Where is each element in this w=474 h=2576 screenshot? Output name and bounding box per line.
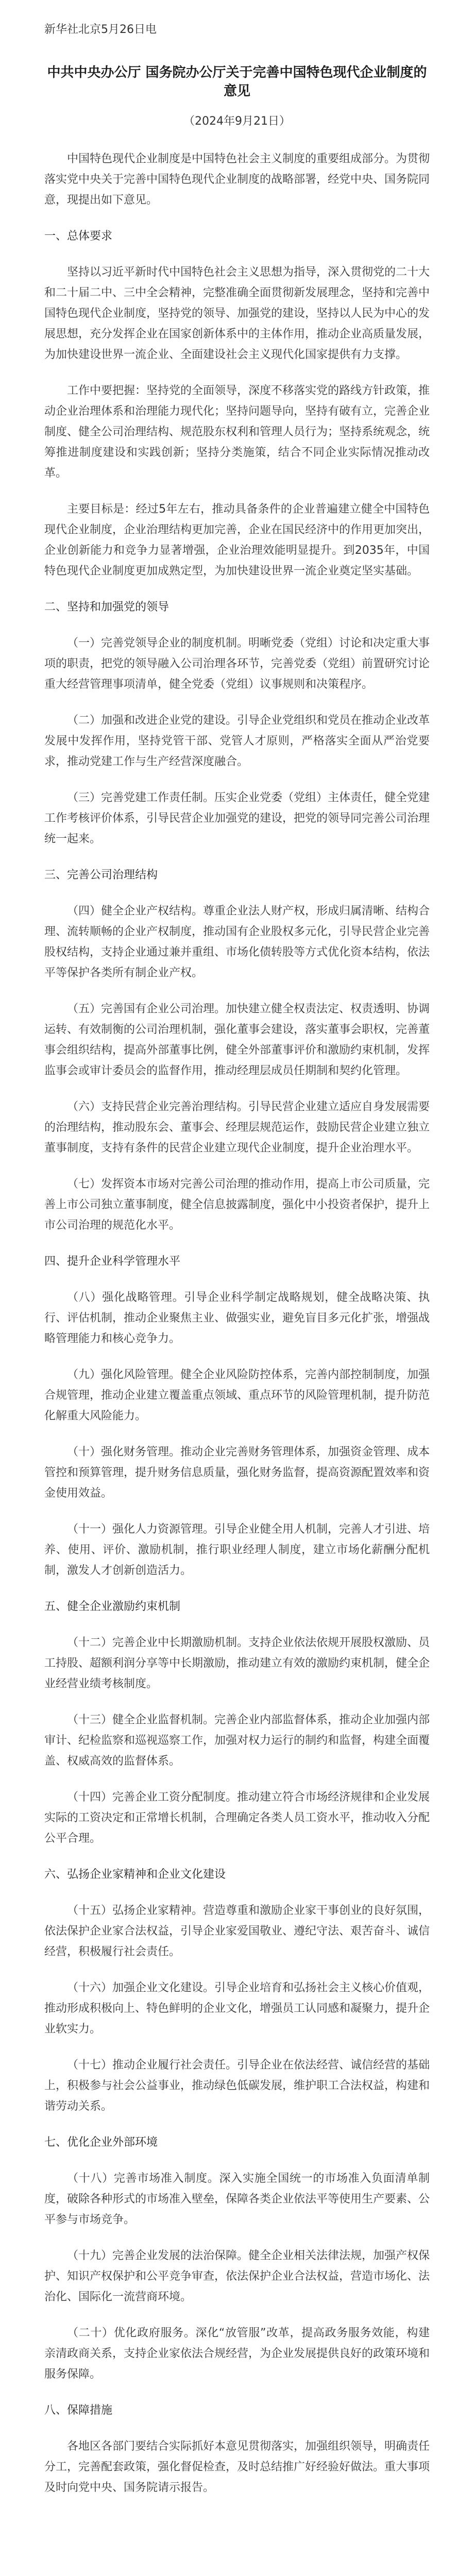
- document-date: （2024年9月21日）: [183, 114, 291, 128]
- section-6: [44, 1865, 430, 2117]
- section-paragraph: （七）发挥资本市场对完善公司治理的推动作用，提高上市公司质量，完善上市公司独立董事制度，健全信息披露制度，强化中小投资者保护，提升上市公司治理的规范化水平。: [44, 1177, 430, 1232]
- section-paragraph: （四）健全企业产权结构。尊重企业法人财产权，形成归属清晰、结构合理、流转顺畅的企业产权制度，推动国有企业股权多元化，引导民营企业完善股权结构，支持企业通过兼并重组、市场化债转股等方式优化资本结构，依法平等保护各类所有制企业产权。: [44, 904, 430, 979]
- section-paragraph: （二十）优化政府服务。深化“放管服”改革，提高政务服务效能，构建亲清政商关系，支持企业家依法合规经营，为企业发展提供良好的政策环境和服务保障。: [44, 2326, 430, 2381]
- section-paragraph: （五）完善国有企业公司治理。加快建立健全权责法定、权责透明、协调运转、有效制衡的公司治理机制，强化董事会建设，落实董事会职权，完善董事会组织结构，提高外部董事比例，健全外部董事评价和激励约束机制，发挥监事会或审计委员会的监督作用，推动经理层成员任期制和契约化管理。: [44, 1002, 430, 1077]
- section-paragraph: （十七）推动企业履行社会责任。引导企业在依法经营、诚信经营的基础上，积极参与社会公益事业，推动绿色低碳发展，维护职工合法权益，构建和谐劳动关系。: [44, 2058, 430, 2113]
- section-paragraph: 坚持以习近平新时代中国特色社会主义思想为指导，深入贯彻党的二十大和二十届二中、三中全会精神，完整准确全面贯彻新发展理念，坚持和完善中国特色现代企业制度，坚持党的领导、加强党的建设，坚持以人民为中心的发展思想，充分发挥企业在国家创新体系中的主体作用，推动企业高质量发展，为加快建设世界一流企业、全面建设社会主义现代化国家提供有力支撑。: [44, 265, 430, 361]
- section-paragraph: （十五）弘扬企业家精神。营造尊重和激励企业家干事创业的良好氛围，依法保护企业家合法权益，引导企业家爱国敬业、遵纪守法、艰苦奋斗、诚信经营，积极履行社会责任。: [44, 1904, 430, 1958]
- section-8: [44, 2400, 430, 2498]
- section-3: [44, 865, 430, 1236]
- dateline: 新华社北京5月26日电: [44, 23, 157, 36]
- section-paragraph: （八）强化战略管理。引导企业科学制定战略规划，健全战略决策、执行、评估机制，推动企业聚焦主业、做强实业，避免盲目多元化扩张，增强战略管理能力和核心竞争力。: [44, 1291, 430, 1345]
- section-paragraph: （十二）完善企业中长期激励机制。支持企业依法依规开展股权激励、员工持股、超额利润分享等中长期激励，推动建立有效的激励约束机制，健全企业经营业绩考核制度。: [44, 1636, 430, 1690]
- section-7: [44, 2132, 430, 2385]
- section-paragraph: （十四）完善企业工资分配制度。推动建立符合市场经济规律和企业发展实际的工资决定和正常增长机制，合理确定各类人员工资水平，推动收入分配公平合理。: [44, 1790, 430, 1845]
- section-paragraph: （十三）健全企业监督机制。完善企业内部监督体系，推动企业加强内部审计、纪检监察和巡视巡察工作，加强对权力运行的制约和监督，构建全面覆盖、权威高效的监督体系。: [44, 1713, 430, 1768]
- section-paragraph: （十一）强化人力资源管理。引导企业健全用人机制，完善人才引进、培养、使用、评价、激励机制，推行职业经理人制度，建立市场化薪酬分配机制，激发人才创新创造活力。: [44, 1522, 430, 1577]
- section-1: [44, 226, 430, 582]
- section-heading: 二、坚持和加强党的领导: [44, 600, 170, 614]
- section-paragraph: （九）强化风险管理。健全企业风险防控体系，完善内部控制制度，加强合规管理，推动企业建立覆盖重点领域、重点环节的风险管理机制，提升防范化解重大风险能力。: [44, 1368, 430, 1422]
- section-4: [44, 1251, 430, 1581]
- section-paragraph: 主要目标是：经过5年左右，推动具备条件的企业普遍建立健全中国特色现代企业制度，企业治理结构更加完善，企业在国民经济中的作用更加突出，企业创新能力和竞争力显著增强，企业治理效能明显提升。到2035年，中国特色现代企业制度更加成熟定型，为加快建设世界一流企业奠定坚实基础。: [44, 502, 430, 578]
- section-paragraph: （一）完善党领导企业的制度机制。明晰党委（党组）讨论和决定重大事项的职责，把党的领导融入公司治理各环节，完善党委（党组）前置研究讨论重大经营管理事项清单，健全党委（党组）议事规则和决策程序。: [44, 636, 430, 691]
- section-paragraph: （十九）完善企业发展的法治保障。健全企业相关法律法规，加强产权保护、知识产权保护和公平竞争审查，依法保护企业合法权益，营造市场化、法治化、国际化一流营商环境。: [44, 2249, 430, 2303]
- document-title: 中共中央办公厅 国务院办公厅关于完善中国特色现代企业制度的意见: [47, 65, 427, 99]
- section-paragraph: （二）加强和改进企业党的建设。引导企业党组织和党员在推动企业改革发展中发挥作用，坚持党管干部、党管人才原则，严格落实全面从严治党要求，推动党建工作与生产经营深度融合。: [44, 714, 430, 768]
- section-heading: 六、弘扬企业家精神和企业文化建设: [44, 1868, 226, 1881]
- section-5: [44, 1597, 430, 1849]
- section-heading: 八、保障措施: [44, 2403, 113, 2417]
- section-paragraph: （六）支持民营企业完善治理结构。引导民营企业建立适应自身发展需要的治理结构，推动股东会、董事会、经理层规范运作，鼓励民营企业建立独立董事制度，支持有条件的民营企业建立现代企业制度，提升企业治理水平。: [44, 1100, 430, 1155]
- section-paragraph: 各地区各部门要结合实际抓好本意见贯彻落实，加强组织领导，明确责任分工，完善配套政策，强化督促检查，及时总结推广好经验好做法。重大事项及时向党中央、国务院请示报告。: [44, 2439, 430, 2494]
- section-heading: 一、总体要求: [44, 229, 113, 243]
- section-heading: 四、提升企业科学管理水平: [44, 1255, 181, 1268]
- section-paragraph: 工作中要把握：坚持党的全面领导，深度不移落实党的路线方针政策，推动企业治理体系和治理能力现代化；坚持问题导向，坚持有破有立，完善企业制度、健全公司治理结构、规范股东权利和管理人员行为；坚持系统观念，统筹推进制度建设和实践创新；坚持分类施策，结合不同企业实际情况推动改革。: [44, 384, 430, 480]
- section-paragraph: （十六）加强企业文化建设。引导企业培育和弘扬社会主义核心价值观，推动形成积极向上、特色鲜明的企业文化，增强员工认同感和凝聚力，提升企业软实力。: [44, 1981, 430, 2036]
- intro-paragraph: 中国特色现代企业制度是中国特色社会主义制度的重要组成部分。为贯彻落实党中央关于完善中国特色现代企业制度的战略部署，经党中央、国务院同意，现提出如下意见。: [44, 152, 430, 207]
- section-2: [44, 597, 430, 850]
- section-paragraph: （十八）完善市场准入制度。深入实施全国统一的市场准入负面清单制度，破除各种形式的市场准入壁垒，保障各类企业依法平等使用生产要素、公平参与市场竞争。: [44, 2172, 430, 2226]
- section-heading: 七、优化企业外部环境: [44, 2136, 158, 2149]
- section-paragraph: （三）完善党建工作责任制。压实企业党委（党组）主体责任，健全党建工作考核评价体系，引导民营企业加强党的建设，把党的领导同完善公司治理统一起来。: [44, 791, 430, 845]
- section-heading: 三、完善公司治理结构: [44, 868, 158, 882]
- section-paragraph: （十）强化财务管理。推动企业完善财务管理体系，加强资金管理、成本管控和预算管理，提升财务信息质量，强化财务监督，提高资源配置效率和资金使用效益。: [44, 1445, 430, 1500]
- section-heading: 五、健全企业激励约束机制: [44, 1600, 181, 1613]
